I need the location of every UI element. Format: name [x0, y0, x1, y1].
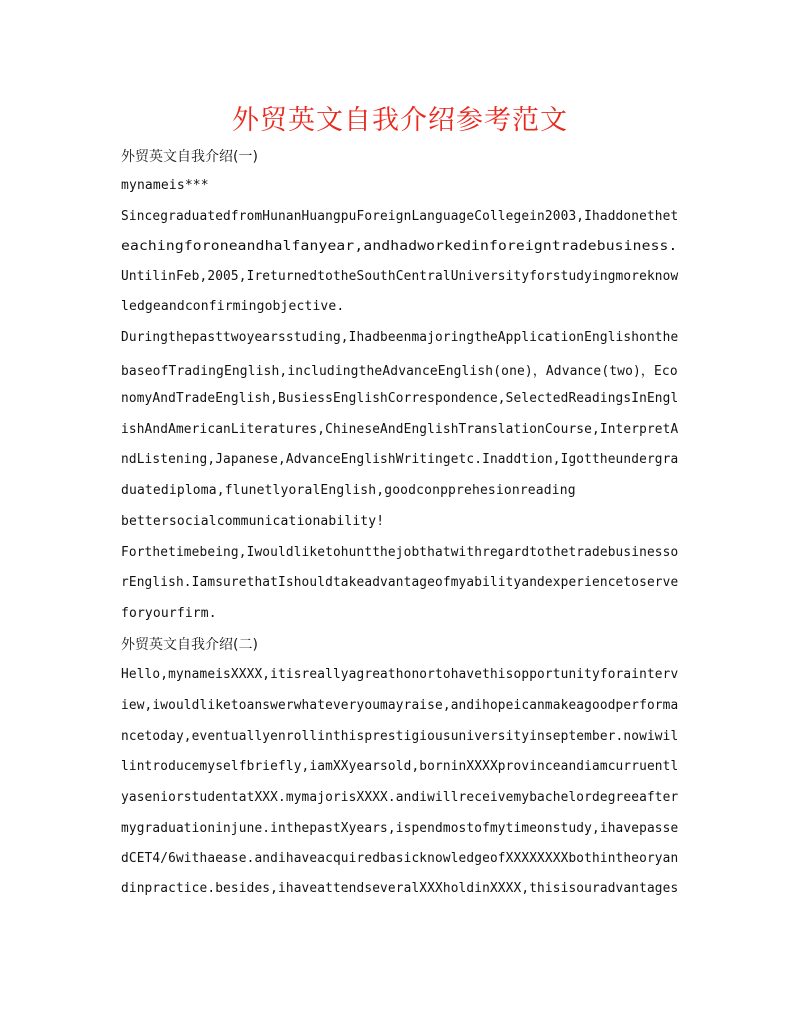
- text-line: iew,iwouldliketoanswerwhateveryoumayraise,andihopeicanmakeagoodperforma: [121, 698, 679, 713]
- document-title: 外贸英文自我介绍参考范文: [232, 105, 568, 136]
- text-line: foryourfirm.: [121, 606, 217, 621]
- text-line: mynameis***: [121, 178, 209, 193]
- text-line: baseofTradingEnglish,includingtheAdvanceEnglish(one)，Advance(two)，Eco: [121, 364, 678, 379]
- text-line: yaseniorstudentatXXX.mymajorisXXXX.andiwillreceivemybachelordegreeafter: [121, 790, 679, 805]
- section-heading-2: 外贸英文自我介绍(二): [121, 637, 258, 653]
- text-line: lintroducemyselfbriefly,iamXXyearsold,borninXXXXprovinceandiamcurruentl: [121, 759, 679, 774]
- text-line: ishAndAmericanLiteratures,ChineseAndEnglishTranslationCourse,InterpretA: [121, 422, 679, 437]
- text-line: Hello,mynameisXXXX,itisreallyagreathonortohavethisopportunityforainterv: [121, 667, 679, 682]
- text-line: dCET4/6withaease.andihaveacquiredbasicknowledgeofXXXXXXXXbothintheoryan: [121, 851, 679, 866]
- text-line: UntilinFeb,2005,IreturnedtotheSouthCentralUniversityforstudyingmoreknow: [121, 269, 679, 284]
- text-line: rEnglish.IamsurethatIshouldtakeadvantageofmyabilityandexperiencetoserve: [121, 575, 679, 590]
- text-line: bettersocialcommunicationability!: [121, 514, 385, 529]
- text-line: ncetoday,eventuallyenrollinthisprestigiousuniversityinseptember.nowiwil: [121, 729, 679, 744]
- text-line: Duringthepasttwoyearsstuding,IhadbeenmajoringtheApplicationEnglishonthe: [121, 330, 679, 345]
- text-line: nomyAndTradeEnglish,BusiessEnglishCorrespondence,SelectedReadingsInEngl: [121, 391, 679, 406]
- text-line: dinpractice.besides,ihaveattendseveralXXXholdinXXXX,thisisouradvantages: [121, 881, 679, 896]
- section-heading-1: 外贸英文自我介绍(一): [121, 149, 258, 165]
- text-line: Forthetimebeing,Iwouldliketohuntthejobthatwithregardtothetradebusinesso: [121, 545, 679, 560]
- text-line: ndListening,Japanese,AdvanceEnglishWritingetc.Inaddtion,Igottheundergra: [121, 452, 679, 467]
- text-line: eachingforoneandhalfanyear,andhadworkedinforeigntradebusiness.: [121, 239, 678, 254]
- text-line: mygraduationinjune.inthepastXyears,ispendmostofmytimeonstudy,ihavepasse: [121, 821, 679, 836]
- text-line: duatediploma,flunetlyoralEnglish,goodconpprehesionreading: [121, 483, 576, 498]
- text-line: SincegraduatedfromHunanHuangpuForeignLanguageCollegein2003,Ihaddonethet: [121, 209, 679, 224]
- text-line: ledgeandconfirmingobjective.: [121, 299, 345, 314]
